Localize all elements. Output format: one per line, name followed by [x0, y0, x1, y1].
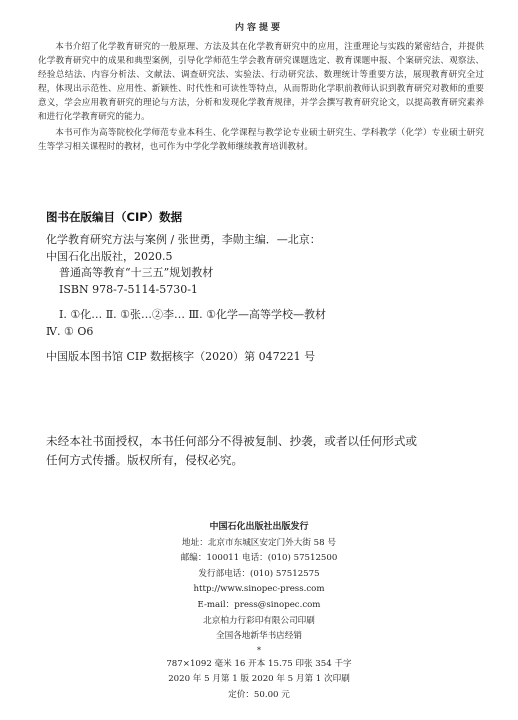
- publisher-info: [0, 520, 518, 704]
- copyright-line-1: 未经本社书面授权，本书任何部分不得被复制、抄袭，或者以任何形式或: [46, 434, 418, 448]
- separator-star: *: [257, 645, 261, 655]
- cip-classification-line-2: Ⅳ. ① O6: [46, 324, 94, 338]
- price: 定价：50.00 元: [228, 689, 290, 700]
- publisher-name: 中国石化出版社出版发行: [209, 522, 309, 532]
- book-specs: 787×1092 毫米 16 开本 15.75 印张 354 千字: [166, 658, 352, 669]
- publisher-distributor: 全国各地新华书店经销: [216, 631, 302, 642]
- publisher-printer: 北京柏力行彩印有限公司印刷: [203, 615, 315, 626]
- edition-info: 2020 年 5 月第 1 版 2020 年 5 月第 1 次印刷: [168, 674, 350, 685]
- cip-publisher-line: 中国石化出版社，2020.5: [46, 249, 173, 263]
- cip-title-line: 化学教育研究方法与案例 / 张世勇，李勋主编．—北京：: [46, 233, 321, 246]
- summary-paragraph-1: 本书介绍了化学教育研究的一般原理、方法及其在化学教育研究中的应用，注重理论与实践的紧密结合，并提供化学教育研究中的成果和典型案例，引导化学师范生学会教育研究课题选定、教育课题申报、个案研究法、观察法、经验总结法、内容分析法、文献法、调查研究法、实验法、行动研究法、数理统计等重要方法，展现教育研究全过程，体现出示范性、应用性、新颖性、时代性和可读性等特点，从而帮助化学职前教师认识到教育研究对教师的重要意义，学会应用教育研究的理论与方法，分析和发现化学教育规律，并学会撰写教育研究论文，以提高教育研究素养和进行化学教育研究的能力。: [38, 42, 484, 122]
- cip-series-line: 普通高等教育“十三五”规划教材: [59, 266, 214, 279]
- publisher-email: E-mail：press@sinopec.com: [197, 599, 321, 610]
- cip-heading: 图书在版编目（CIP）数据: [46, 210, 183, 224]
- cip-block: [46, 209, 486, 366]
- copyright-notice: [46, 432, 486, 470]
- cip-isbn-line: ISBN 978-7-5114-5730-1: [59, 282, 198, 296]
- publisher-website: http://www.sinopec-press.com: [193, 584, 325, 595]
- publisher-postcode-phone: 邮编：100011 电话：(010) 57512500: [180, 553, 338, 564]
- publisher-address: 地址：北京市东城区安定门外大街 58 号: [182, 537, 336, 548]
- summary-paragraph-2: 本书可作为高等院校化学师范专业本科生、化学课程与教学论专业硕士研究生、学科教学（化学）专业硕士研究生等学习相关课程时的教材，也可作为中学化学教师继续教育培训教材。: [38, 128, 484, 152]
- summary-title: 内容提要: [234, 23, 283, 33]
- summary-section: [38, 40, 484, 156]
- publisher-sales-phone: 发行部电话：(010) 57512575: [198, 568, 320, 579]
- cip-classification-line-1: Ⅰ. ①化… Ⅱ. ①张…②李… Ⅲ. ①化学—高等学校—教材: [59, 308, 326, 321]
- copyright-line-2: 任何方式传播。版权所有，侵权必究。: [46, 453, 244, 467]
- cip-record-line: 中国版本图书馆 CIP 数据核字（2020）第 047221 号: [46, 350, 316, 363]
